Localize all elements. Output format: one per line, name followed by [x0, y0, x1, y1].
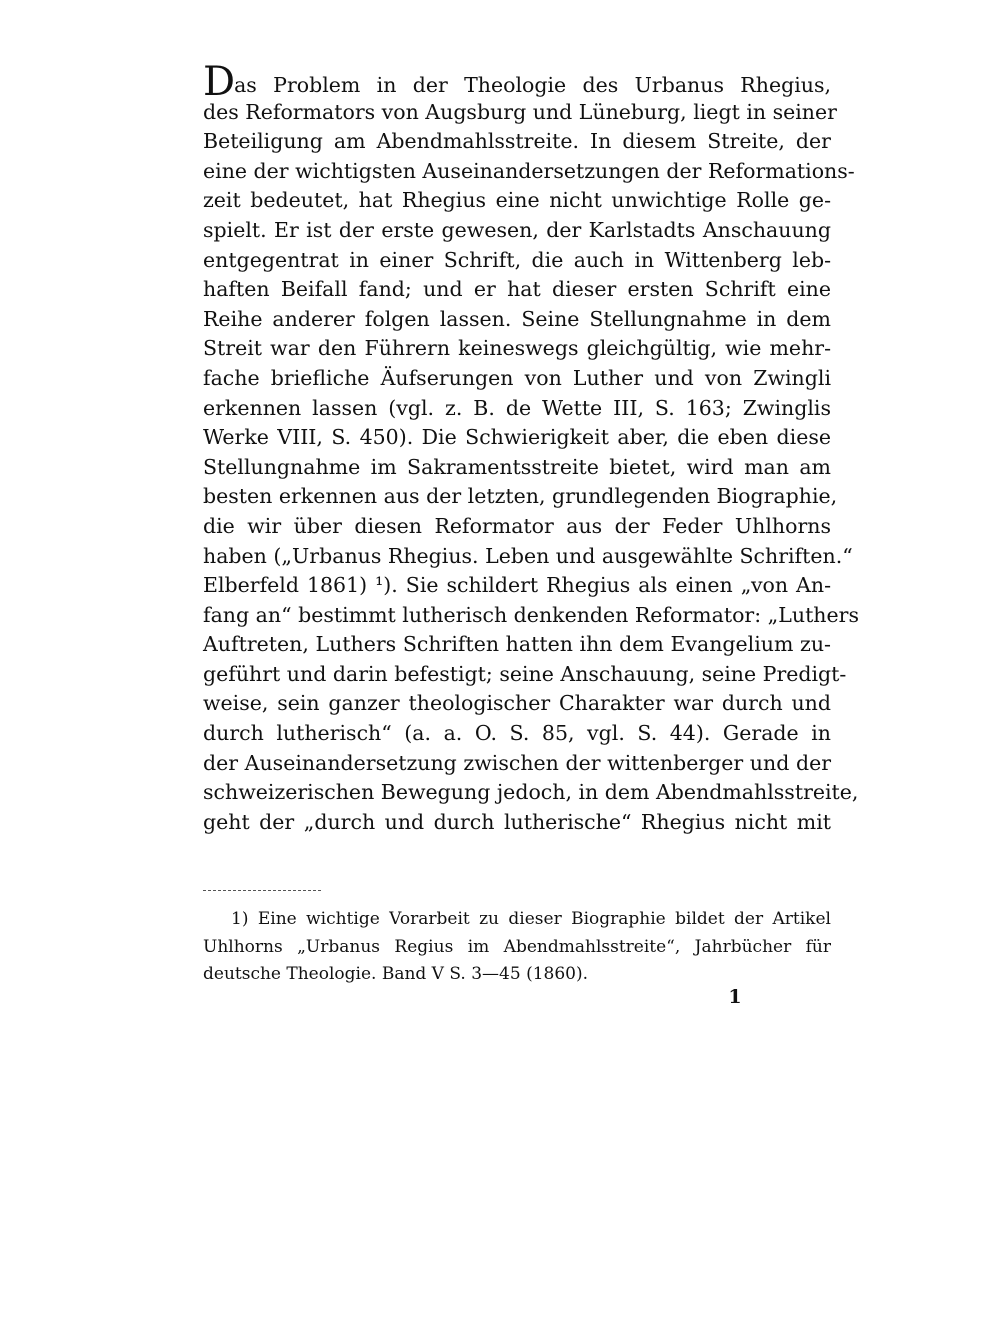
text-line: Reihe anderer folgen lassen. Seine Stellungnahme in dem — [203, 306, 831, 331]
text-line: erkennen lassen (vgl. z. B. de Wette III, S. 163; Zwinglis — [203, 395, 831, 420]
main-text-block — [203, 59, 859, 837]
text-line: durch lutherisch“ (a. a. O. S. 85, vgl. S. 44). Gerade in — [203, 721, 831, 746]
text-line: des Reformators von Augsburg und Lüneburg, liegt in seiner — [203, 99, 837, 124]
text-line: zeit bedeutet, hat Rhegius eine nicht unwichtige Rolle ge- — [203, 188, 831, 213]
footnote-line: Uhlhorns „Urbanus Regius im Abendmahlsstreite“, Jahrbücher für — [203, 936, 831, 957]
text-line: der Auseinandersetzung zwischen der wittenberger und der — [203, 750, 831, 775]
text-line: besten erkennen aus der letzten, grundlegenden Biographie, — [203, 484, 838, 509]
text-line: fang an“ bestimmt lutherisch denkenden Reformator: „Luthers — [203, 602, 859, 627]
text-line: eine der wichtigsten Auseinandersetzungen der Reformations- — [203, 158, 855, 183]
footnote-divider — [203, 890, 321, 891]
footnote-line: 1) Eine wichtige Vorarbeit zu dieser Biographie bildet der Artikel — [231, 909, 831, 929]
text-line: fache briefliche Äufserungen von Luther und von Zwingli — [203, 365, 831, 390]
text-line: weise, sein ganzer theologischer Charakter war durch und — [203, 691, 831, 716]
text-line: schweizerischen Bewegung jedoch, in dem Abendmahlsstreite, — [203, 780, 859, 805]
page-number: 1 — [728, 986, 742, 1008]
text-line: Elberfeld 1861) ¹). Sie schildert Rhegius als einen „von An- — [203, 573, 831, 598]
footnote-line: deutsche Theologie. Band V S. 3—45 (1860). — [203, 964, 588, 984]
text-line: Auftreten, Luthers Schriften hatten ihn dem Evangelium zu- — [203, 632, 831, 657]
text-line: die wir über diesen Reformator aus der Feder Uhlhorns — [203, 513, 831, 538]
text-line-1 — [203, 59, 831, 105]
text-line: haben („Urbanus Rhegius. Leben und ausgewählte Schriften.“ — [203, 543, 853, 568]
text-line: entgegentrat in einer Schrift, die auch in Wittenberg leb- — [203, 247, 831, 272]
text-line: Beteiligung am Abendmahlsstreite. In diesem Streite, der — [203, 129, 831, 154]
text-line: geht der „durch und durch lutherische“ Rhegius nicht mit — [203, 809, 831, 834]
dropcap-letter: D — [203, 59, 235, 105]
text-line: haften Beifall fand; und er hat dieser ersten Schrift eine — [203, 277, 831, 302]
text-line: spielt. Er ist der erste gewesen, der Karlstadts Anschauung — [203, 217, 831, 242]
first-line-text: as Problem in der Theologie des Urbanus Rhegius, — [234, 73, 831, 97]
text-line: Werke VIII, S. 450). Die Schwierigkeit aber, die eben diese — [203, 425, 831, 450]
text-line: geführt und darin befestigt; seine Anschauung, seine Predigt- — [203, 661, 847, 686]
text-line: Streit war den Führern keineswegs gleichgültig, wie mehr- — [203, 336, 831, 361]
text-line: Stellungnahme im Sakramentsstreite bietet, wird man am — [203, 454, 831, 479]
footnote-block — [203, 906, 831, 989]
